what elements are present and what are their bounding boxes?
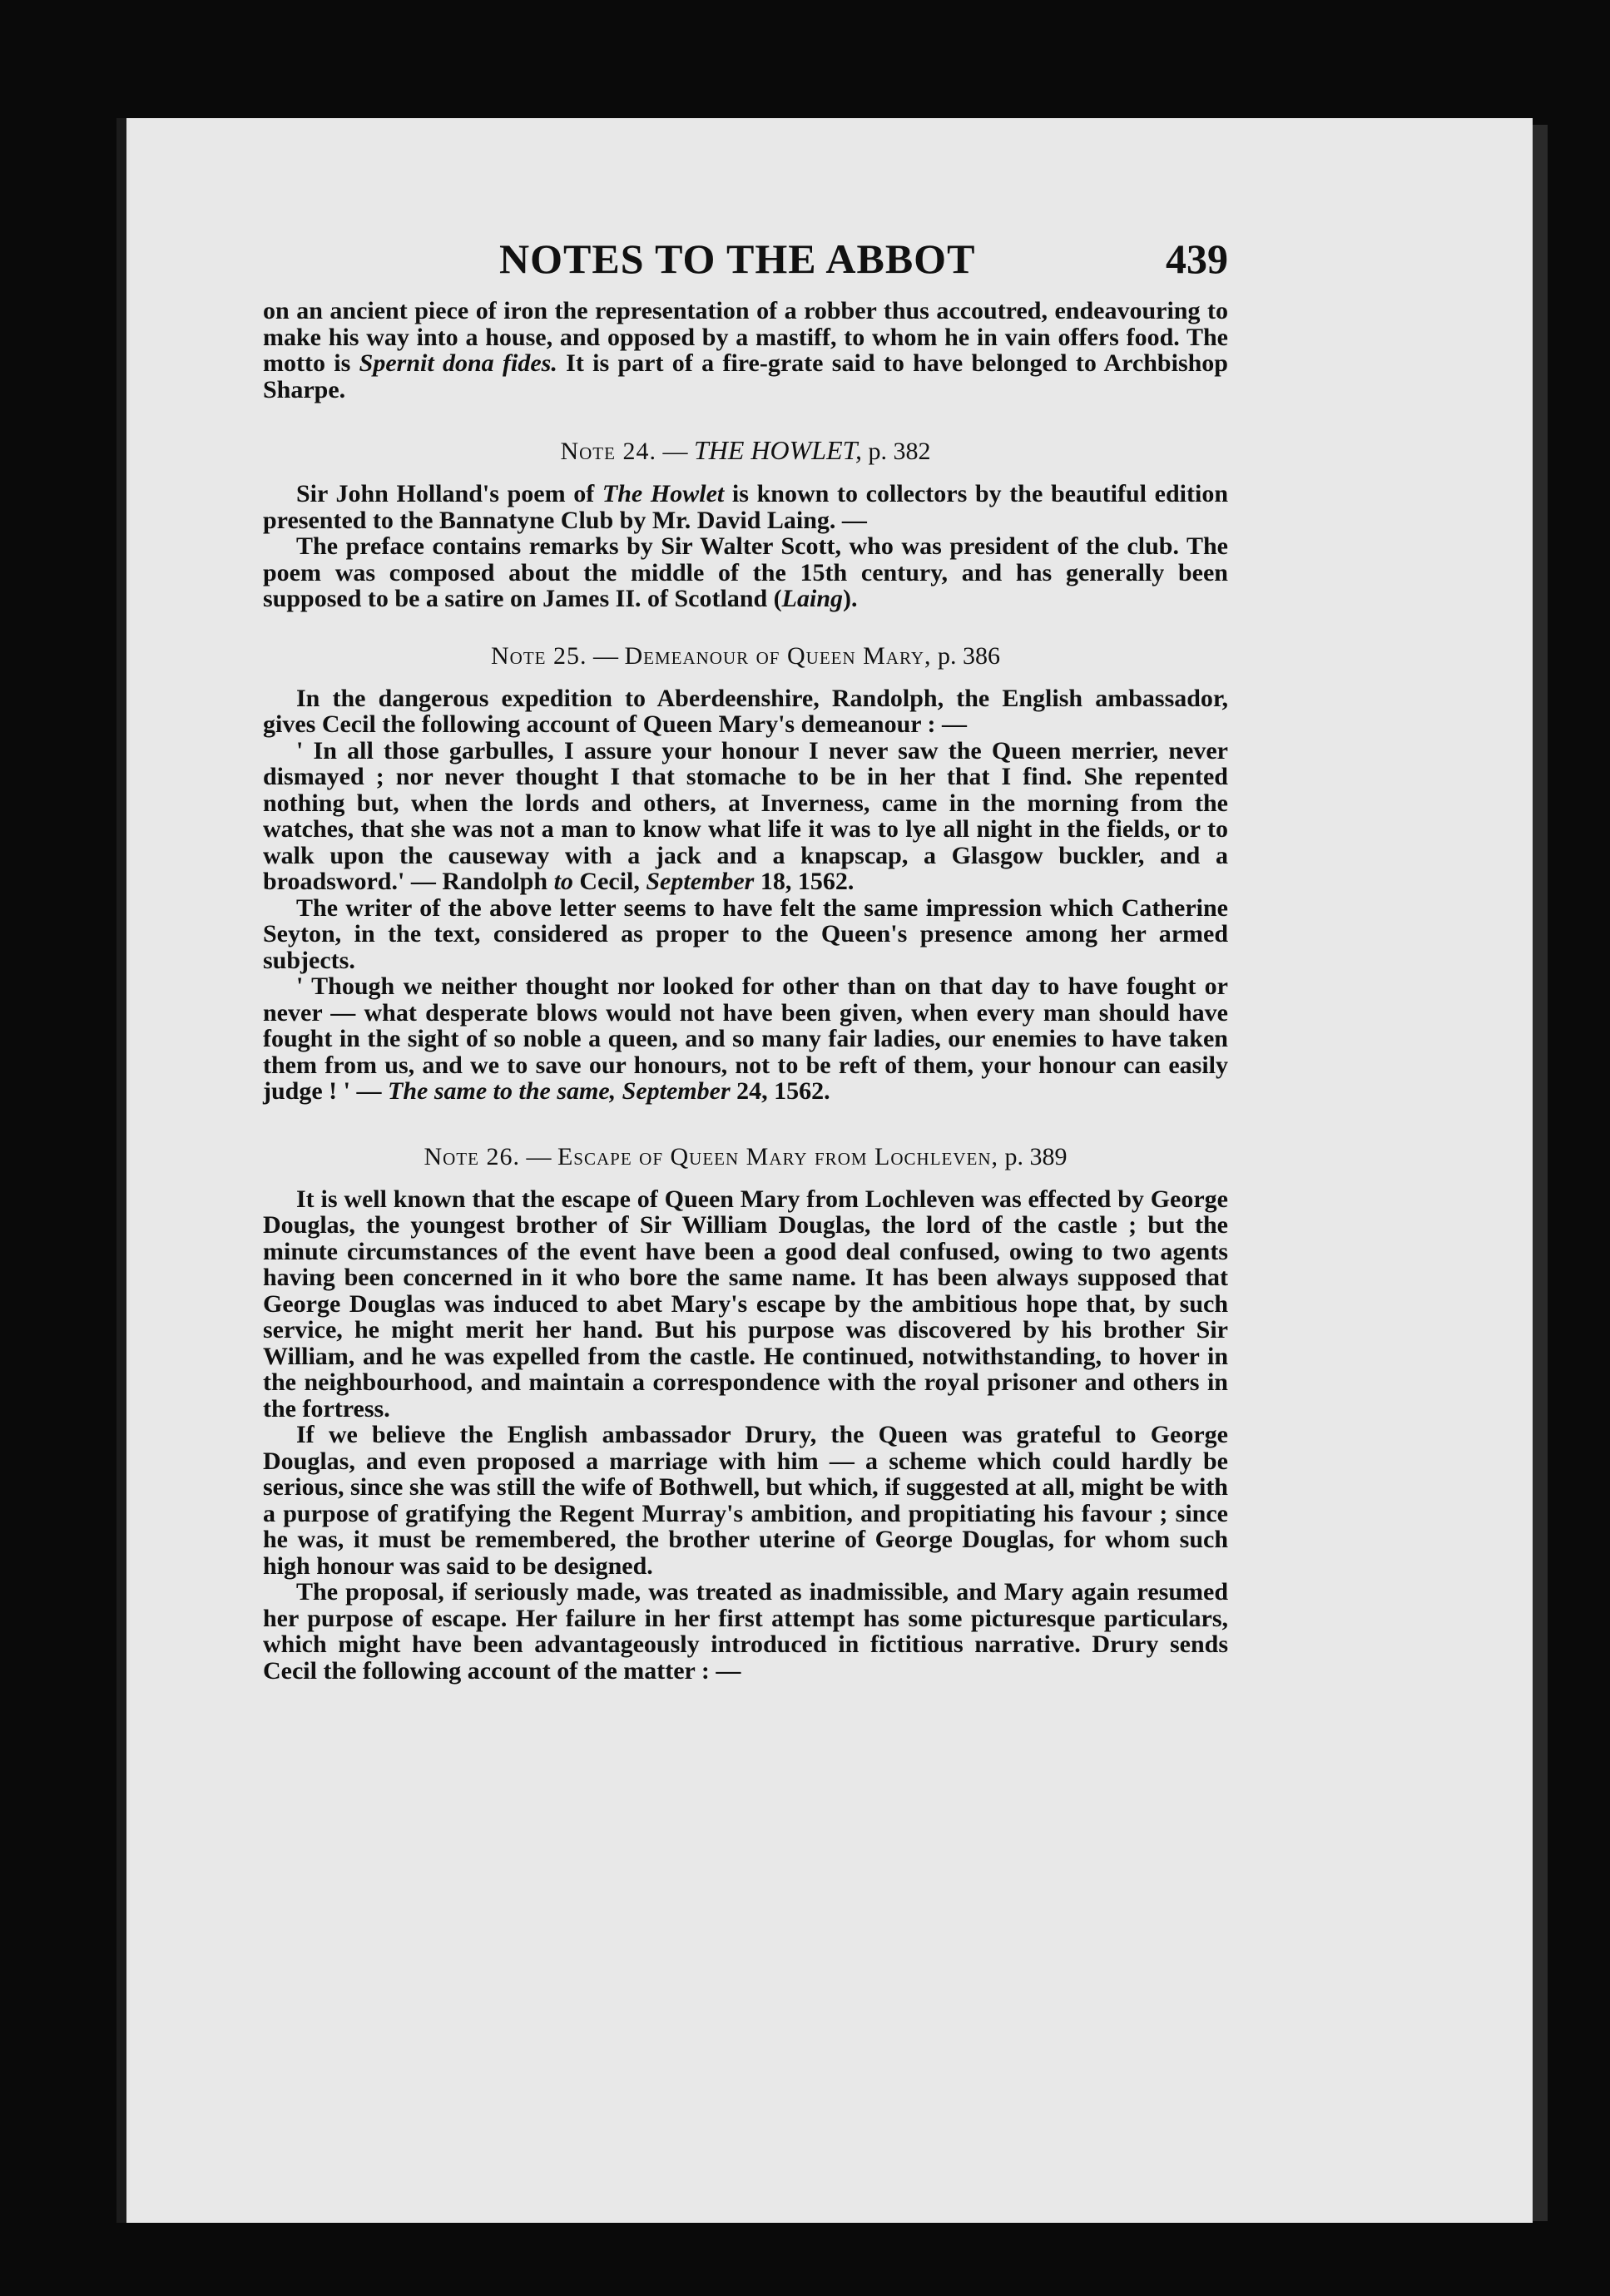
note-24-paragraph-2: The preface contains remarks by Sir Walter Scott, who was president of the club. The poem was composed about the middle of the 15th century, and has generally been supposed to be a satire on James II. of Scotland (Laing). (263, 532, 1228, 612)
note-25-quote-1: ' In all those garbulles, I assure your honour I never saw the Queen merrier, never dismayed ; nor never thought I that stomache to be in her that I find. She repented nothing but, when the lords and others, at Inverness, came in the morning from the watches, that she was not a man to know what life it was to lye all night in the fields, or to walk upon the causeway with a jack and a knapscap, a Glasgow buckler, and a broadsword.' — Randolph to Cecil, September 18, 1562. (263, 736, 1228, 895)
note-24-heading: Note 24. — THE HOWLET, p. 382 (560, 435, 931, 465)
page-content (263, 231, 1228, 1684)
note-24-paragraph-1: Sir John Holland's poem of The Howlet is known to collectors by the beautiful edition presented to the Bannatyne Club by Mr. David Laing. — (263, 480, 1229, 534)
note-25-paragraph-1: In the dangerous expedition to Aberdeenshire, Randolph, the English ambassador, gives Cecil the following account of Queen Mary's demeanour : — (263, 684, 1228, 738)
page-edge-shadow (1533, 125, 1548, 2221)
note-26-paragraph-2: If we believe the English ambassador Drury, the Queen was grateful to George Douglas, and even proposed a marriage with him — a scheme which could hardly be serious, since she was still the wife of Bothwell, but which, if suggested at all, might be with a purpose of gratifying the Regent Murray's ambition, and propitiating his favour ; since he was, it must be remembered, the brother uterine of George Douglas, for whom such high honour was said to be designed. (263, 1421, 1228, 1580)
carryover-paragraph: on an ancient piece of iron the representation of a robber thus accoutred, endeavouring to make his way into a house, and opposed by a mastiff, to whom he in vain offers food. The motto is Spernit dona fides. It is part of a fire-grate said to have belonged to Archbishop Sharpe. (263, 297, 1228, 403)
page-header (263, 231, 1228, 298)
note-25-paragraph-2: The writer of the above letter seems to have felt the same impression which Catherine Seyton, in the text, considered as proper to the Queen's presence among her armed subjects. (263, 893, 1228, 974)
note-25-heading: Note 25. — Demeanour of Queen Mary, p. 386 (490, 641, 1000, 670)
note-26-paragraph-1: It is well known that the escape of Queen Mary from Lochleven was effected by George Douglas, the youngest brother of Sir William Douglas, the lord of the castle ; but the minute circumstances of the event have been a good deal confused, owing to two agents having been concerned in it who bore the same name. It has been always supposed that George Douglas was induced to abet Mary's escape by the ambitious hope that, by such service, he might merit her hand. But his purpose was discovered by his brother Sir William, and he was expelled from the castle. He continued, notwithstanding, to hover in the neighbourhood, and maintain a correspondence with the royal prisoner and others in the fortress. (263, 1185, 1228, 1423)
running-head: NOTES TO THE ABBOT (499, 235, 976, 282)
note-26-paragraph-3: The proposal, if seriously made, was treated as inadmissible, and Mary again resumed her purpose of escape. Her failure in her first attempt has some picturesque particulars, which might have been advantageously introduced in fictitious narrative. Drury sends Cecil the following account of the matter : — (263, 1578, 1228, 1685)
note-25-quote-2: ' Though we neither thought nor looked for other than on that day to have fought or never — what desperate blows would not have been given, when every man should have fought in the sight of so noble a queen, and so many fair ladies, our enemies to have taken them from us, and we to save our honours, not to be reft of them, your honour can easily judge ! ' — The same to the same, September 24, 1562. (263, 972, 1228, 1105)
note-26-heading: Note 26. — Escape of Queen Mary from Lochleven, p. 389 (424, 1142, 1068, 1170)
page-number: 439 (1166, 235, 1228, 282)
